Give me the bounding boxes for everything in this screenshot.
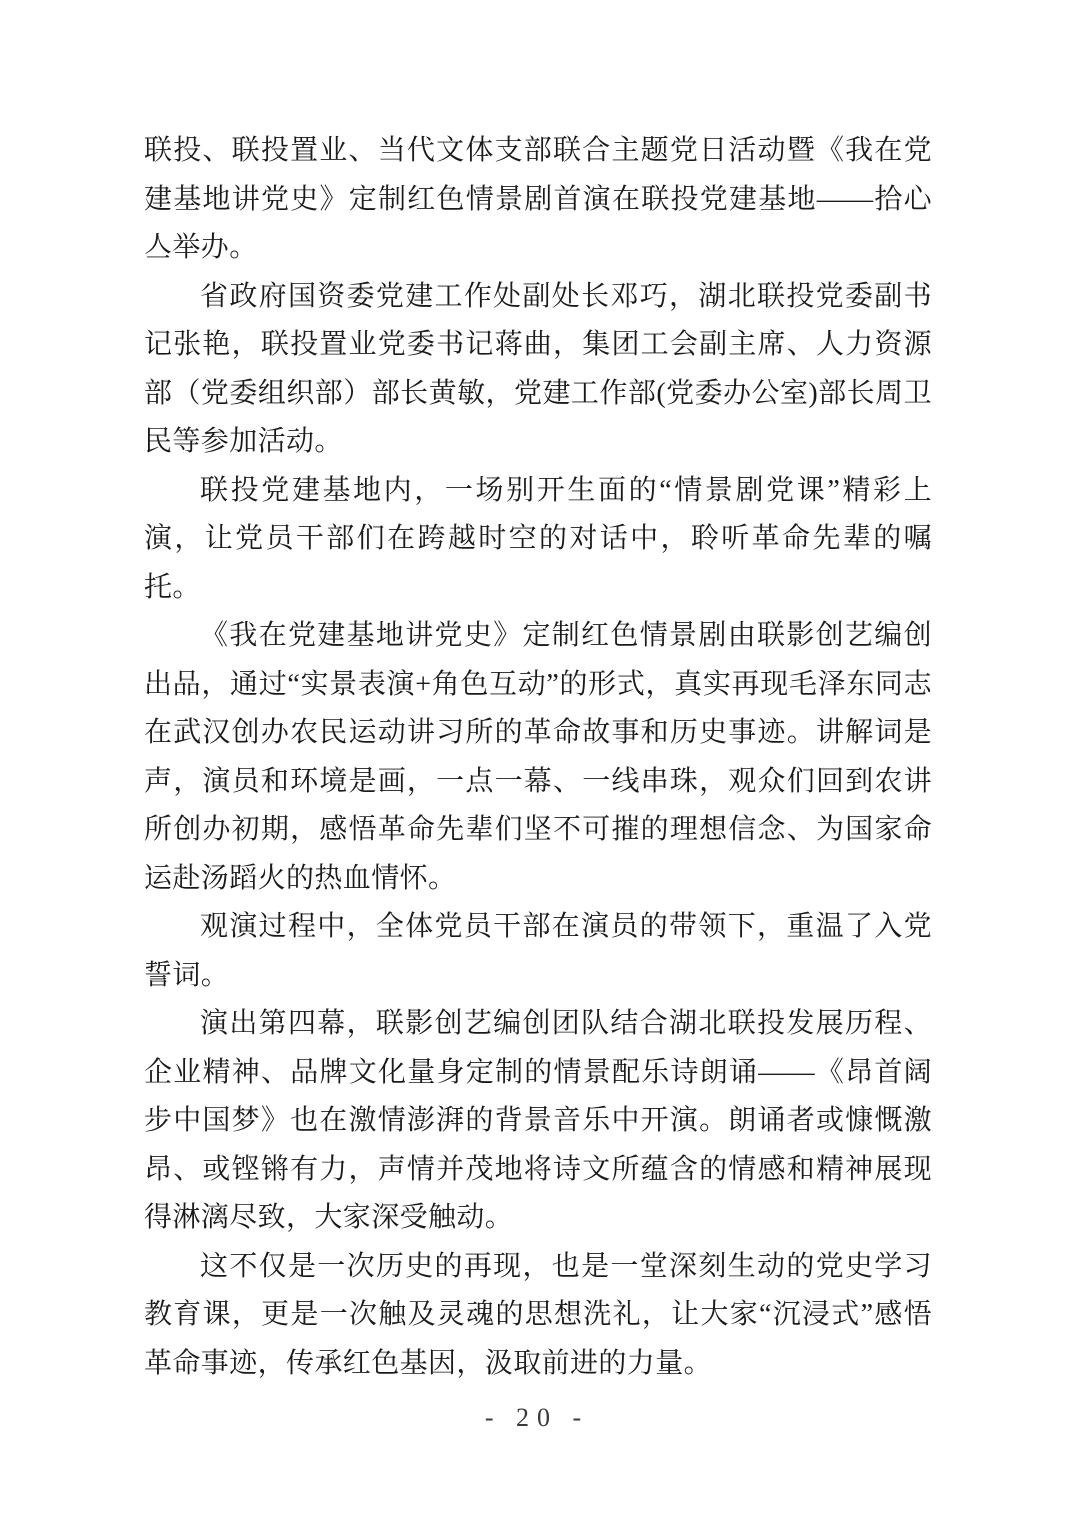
paragraph-continuation: 联投、联投置业、当代文体支部联合主题党日活动暨《我在党建基地讲党史》定制红色情景剧首演在联投党建基地——拾心亼举办。 (144, 135, 932, 263)
paragraph-conclusion: 这不仅是一次历史的再现，也是一堂深刻生动的党史学习教育课，更是一次触及灵魂的思想洗礼，让大家“沉浸式”感悟革命事迹，传承红色基因，汲取前进的力量。 (144, 1250, 932, 1379)
paragraph-oath: 观演过程中，全体党员干部在演员的带领下，重温了入党誓词。 (144, 911, 932, 991)
paragraph-fourth-act: 演出第四幕，联影创艺编创团队结合湖北联投发展历程、企业精神、品牌文化量身定制的情景配乐诗朗诵——《昂首阔步中国梦》也在激情澎湃的背景音乐中开演。朗诵者或慷慨激昂、或铿锵有力，声情并茂地将诗文所蕴含的情感和精神展现得淋漓尽致，大家深受触动。 (144, 1008, 932, 1233)
paragraph-drama-description: 《我在党建基地讲党史》定制红色情景剧由联影创艺编创出品，通过“实景表演+角色互动”的形式，真实再现毛泽东同志在武汉创办农民运动讲习所的革命故事和历史事迹。讲解词是声，演员和环境是画，一点一幕、一线串珠，观众们回到农讲所创办初期，感悟革命先辈们坚不可摧的理想信念、为国家命运赴汤蹈火的热血情怀。 (144, 620, 932, 894)
page-number: - 20 - (484, 1403, 590, 1432)
document-body (144, 127, 932, 1388)
paragraph-scene-party-class: 联投党建基地内，一场别开生面的“情景剧党课”精彩上演，让党员干部们在跨越时空的对话中，聆听革命先辈的嘱托。 (144, 474, 932, 603)
paragraph-attendees: 省政府国资委党建工作处副处长邓巧，湖北联投党委副书记张艳，联投置业党委书记蒋曲，集团工会副主席、人力资源部（党委组织部）部长黄敏，党建工作部(党委办公室)部长周卫民等参加活动。 (144, 280, 932, 457)
